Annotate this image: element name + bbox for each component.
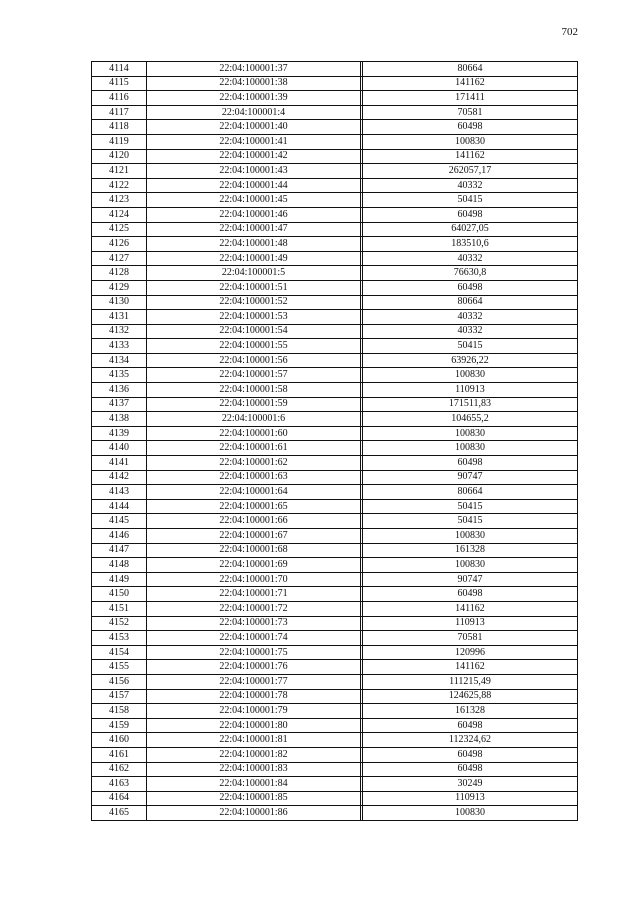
value-cell: 80664 xyxy=(363,62,578,77)
row-number-cell: 4154 xyxy=(92,645,147,660)
table-row xyxy=(92,791,578,806)
value-cell: 171411 xyxy=(363,91,578,106)
value-cell: 100830 xyxy=(363,426,578,441)
table-row xyxy=(92,704,578,719)
table-row xyxy=(92,543,578,558)
cadastral-number-cell: 22:04:100001:86 xyxy=(147,806,361,821)
value-cell: 40332 xyxy=(363,310,578,325)
table-row xyxy=(92,91,578,106)
row-number-cell: 4145 xyxy=(92,514,147,529)
cadastral-table xyxy=(91,61,578,821)
table-row xyxy=(92,76,578,91)
table-row xyxy=(92,689,578,704)
value-cell: 111215,49 xyxy=(363,674,578,689)
row-number-cell: 4136 xyxy=(92,383,147,398)
value-cell: 60498 xyxy=(363,456,578,471)
cadastral-number-cell: 22:04:100001:44 xyxy=(147,178,361,193)
row-number-cell: 4119 xyxy=(92,134,147,149)
value-cell: 100830 xyxy=(363,529,578,544)
value-cell: 70581 xyxy=(363,631,578,646)
table-row xyxy=(92,733,578,748)
row-number-cell: 4158 xyxy=(92,704,147,719)
table-row xyxy=(92,412,578,427)
row-number-cell: 4163 xyxy=(92,777,147,792)
cadastral-number-cell: 22:04:100001:81 xyxy=(147,733,361,748)
value-cell: 70581 xyxy=(363,105,578,120)
page-number: 702 xyxy=(561,26,578,38)
cadastral-number-cell: 22:04:100001:71 xyxy=(147,587,361,602)
cadastral-number-cell: 22:04:100001:66 xyxy=(147,514,361,529)
cadastral-table-body xyxy=(92,62,578,821)
table-row xyxy=(92,149,578,164)
cadastral-number-cell: 22:04:100001:58 xyxy=(147,383,361,398)
row-number-cell: 4127 xyxy=(92,251,147,266)
cadastral-number-cell: 22:04:100001:45 xyxy=(147,193,361,208)
cadastral-number-cell: 22:04:100001:75 xyxy=(147,645,361,660)
row-number-cell: 4122 xyxy=(92,178,147,193)
table-row xyxy=(92,631,578,646)
cadastral-number-cell: 22:04:100001:56 xyxy=(147,353,361,368)
row-number-cell: 4155 xyxy=(92,660,147,675)
row-number-cell: 4131 xyxy=(92,310,147,325)
table-row xyxy=(92,572,578,587)
value-cell: 104655,2 xyxy=(363,412,578,427)
row-number-cell: 4147 xyxy=(92,543,147,558)
row-number-cell: 4121 xyxy=(92,164,147,179)
row-number-cell: 4126 xyxy=(92,237,147,252)
table-row xyxy=(92,514,578,529)
table-row xyxy=(92,237,578,252)
table-row xyxy=(92,616,578,631)
table-row xyxy=(92,339,578,354)
table-row xyxy=(92,280,578,295)
row-number-cell: 4162 xyxy=(92,762,147,777)
row-number-cell: 4157 xyxy=(92,689,147,704)
value-cell: 60498 xyxy=(363,120,578,135)
cadastral-number-cell: 22:04:100001:55 xyxy=(147,339,361,354)
cadastral-number-cell: 22:04:100001:82 xyxy=(147,747,361,762)
row-number-cell: 4129 xyxy=(92,280,147,295)
value-cell: 80664 xyxy=(363,485,578,500)
cadastral-number-cell: 22:04:100001:38 xyxy=(147,76,361,91)
value-cell: 90747 xyxy=(363,470,578,485)
cadastral-number-cell: 22:04:100001:70 xyxy=(147,572,361,587)
table-row xyxy=(92,426,578,441)
cadastral-number-cell: 22:04:100001:68 xyxy=(147,543,361,558)
row-number-cell: 4135 xyxy=(92,368,147,383)
cadastral-number-cell: 22:04:100001:51 xyxy=(147,280,361,295)
value-cell: 161328 xyxy=(363,543,578,558)
table-row xyxy=(92,441,578,456)
value-cell: 60498 xyxy=(363,762,578,777)
row-number-cell: 4148 xyxy=(92,558,147,573)
value-cell: 40332 xyxy=(363,251,578,266)
value-cell: 120996 xyxy=(363,645,578,660)
cadastral-number-cell: 22:04:100001:53 xyxy=(147,310,361,325)
table-row xyxy=(92,718,578,733)
cadastral-number-cell: 22:04:100001:62 xyxy=(147,456,361,471)
value-cell: 112324,62 xyxy=(363,733,578,748)
table-row xyxy=(92,222,578,237)
table-row xyxy=(92,485,578,500)
row-number-cell: 4151 xyxy=(92,601,147,616)
row-number-cell: 4116 xyxy=(92,91,147,106)
table-row xyxy=(92,120,578,135)
cadastral-number-cell: 22:04:100001:72 xyxy=(147,601,361,616)
row-number-cell: 4150 xyxy=(92,587,147,602)
table-row xyxy=(92,558,578,573)
value-cell: 64027,05 xyxy=(363,222,578,237)
row-number-cell: 4128 xyxy=(92,266,147,281)
row-number-cell: 4164 xyxy=(92,791,147,806)
table-row xyxy=(92,806,578,821)
value-cell: 50415 xyxy=(363,339,578,354)
cadastral-number-cell: 22:04:100001:46 xyxy=(147,207,361,222)
table-row xyxy=(92,529,578,544)
value-cell: 141162 xyxy=(363,660,578,675)
value-cell: 63926,22 xyxy=(363,353,578,368)
value-cell: 40332 xyxy=(363,178,578,193)
value-cell: 40332 xyxy=(363,324,578,339)
row-number-cell: 4141 xyxy=(92,456,147,471)
value-cell: 80664 xyxy=(363,295,578,310)
row-number-cell: 4133 xyxy=(92,339,147,354)
value-cell: 171511,83 xyxy=(363,397,578,412)
table-row xyxy=(92,368,578,383)
table-row xyxy=(92,397,578,412)
row-number-cell: 4161 xyxy=(92,747,147,762)
row-number-cell: 4130 xyxy=(92,295,147,310)
value-cell: 90747 xyxy=(363,572,578,587)
table-row xyxy=(92,266,578,281)
cadastral-number-cell: 22:04:100001:61 xyxy=(147,441,361,456)
row-number-cell: 4143 xyxy=(92,485,147,500)
row-number-cell: 4124 xyxy=(92,207,147,222)
cadastral-number-cell: 22:04:100001:54 xyxy=(147,324,361,339)
value-cell: 30249 xyxy=(363,777,578,792)
row-number-cell: 4123 xyxy=(92,193,147,208)
row-number-cell: 4134 xyxy=(92,353,147,368)
row-number-cell: 4118 xyxy=(92,120,147,135)
cadastral-number-cell: 22:04:100001:57 xyxy=(147,368,361,383)
table-row xyxy=(92,777,578,792)
row-number-cell: 4146 xyxy=(92,529,147,544)
cadastral-number-cell: 22:04:100001:39 xyxy=(147,91,361,106)
cadastral-number-cell: 22:04:100001:42 xyxy=(147,149,361,164)
cadastral-number-cell: 22:04:100001:40 xyxy=(147,120,361,135)
value-cell: 60498 xyxy=(363,207,578,222)
value-cell: 262057,17 xyxy=(363,164,578,179)
row-number-cell: 4139 xyxy=(92,426,147,441)
row-number-cell: 4160 xyxy=(92,733,147,748)
cadastral-number-cell: 22:04:100001:37 xyxy=(147,62,361,77)
table-row xyxy=(92,324,578,339)
table-row xyxy=(92,178,578,193)
value-cell: 100830 xyxy=(363,806,578,821)
cadastral-number-cell: 22:04:100001:64 xyxy=(147,485,361,500)
cadastral-number-cell: 22:04:100001:85 xyxy=(147,791,361,806)
cadastral-number-cell: 22:04:100001:52 xyxy=(147,295,361,310)
row-number-cell: 4115 xyxy=(92,76,147,91)
cadastral-number-cell: 22:04:100001:49 xyxy=(147,251,361,266)
value-cell: 110913 xyxy=(363,616,578,631)
table-row xyxy=(92,207,578,222)
cadastral-number-cell: 22:04:100001:84 xyxy=(147,777,361,792)
cadastral-number-cell: 22:04:100001:76 xyxy=(147,660,361,675)
cadastral-number-cell: 22:04:100001:74 xyxy=(147,631,361,646)
cadastral-number-cell: 22:04:100001:63 xyxy=(147,470,361,485)
row-number-cell: 4156 xyxy=(92,674,147,689)
value-cell: 50415 xyxy=(363,499,578,514)
value-cell: 100830 xyxy=(363,134,578,149)
table-row xyxy=(92,645,578,660)
value-cell: 141162 xyxy=(363,76,578,91)
cadastral-number-cell: 22:04:100001:60 xyxy=(147,426,361,441)
table-row xyxy=(92,105,578,120)
cadastral-number-cell: 22:04:100001:73 xyxy=(147,616,361,631)
value-cell: 100830 xyxy=(363,558,578,573)
table-row xyxy=(92,134,578,149)
table-row xyxy=(92,499,578,514)
row-number-cell: 4117 xyxy=(92,105,147,120)
cadastral-number-cell: 22:04:100001:83 xyxy=(147,762,361,777)
value-cell: 60498 xyxy=(363,718,578,733)
row-number-cell: 4125 xyxy=(92,222,147,237)
row-number-cell: 4138 xyxy=(92,412,147,427)
cadastral-number-cell: 22:04:100001:4 xyxy=(147,105,361,120)
row-number-cell: 4132 xyxy=(92,324,147,339)
cadastral-number-cell: 22:04:100001:67 xyxy=(147,529,361,544)
row-number-cell: 4149 xyxy=(92,572,147,587)
row-number-cell: 4142 xyxy=(92,470,147,485)
cadastral-number-cell: 22:04:100001:43 xyxy=(147,164,361,179)
cadastral-number-cell: 22:04:100001:79 xyxy=(147,704,361,719)
table-row xyxy=(92,660,578,675)
value-cell: 161328 xyxy=(363,704,578,719)
value-cell: 60498 xyxy=(363,747,578,762)
value-cell: 100830 xyxy=(363,368,578,383)
row-number-cell: 4153 xyxy=(92,631,147,646)
table-row xyxy=(92,62,578,77)
table-row xyxy=(92,601,578,616)
row-number-cell: 4152 xyxy=(92,616,147,631)
value-cell: 183510,6 xyxy=(363,237,578,252)
value-cell: 60498 xyxy=(363,587,578,602)
row-number-cell: 4120 xyxy=(92,149,147,164)
value-cell: 110913 xyxy=(363,383,578,398)
cadastral-number-cell: 22:04:100001:48 xyxy=(147,237,361,252)
value-cell: 110913 xyxy=(363,791,578,806)
value-cell: 100830 xyxy=(363,441,578,456)
value-cell: 50415 xyxy=(363,193,578,208)
table-row xyxy=(92,674,578,689)
cadastral-number-cell: 22:04:100001:41 xyxy=(147,134,361,149)
value-cell: 50415 xyxy=(363,514,578,529)
row-number-cell: 4165 xyxy=(92,806,147,821)
table-row xyxy=(92,470,578,485)
table-row xyxy=(92,747,578,762)
table-row xyxy=(92,164,578,179)
value-cell: 124625,88 xyxy=(363,689,578,704)
cadastral-number-cell: 22:04:100001:47 xyxy=(147,222,361,237)
cadastral-number-cell: 22:04:100001:77 xyxy=(147,674,361,689)
cadastral-number-cell: 22:04:100001:5 xyxy=(147,266,361,281)
cadastral-number-cell: 22:04:100001:6 xyxy=(147,412,361,427)
row-number-cell: 4144 xyxy=(92,499,147,514)
value-cell: 76630,8 xyxy=(363,266,578,281)
table-row xyxy=(92,383,578,398)
table-row xyxy=(92,193,578,208)
value-cell: 141162 xyxy=(363,601,578,616)
row-number-cell: 4137 xyxy=(92,397,147,412)
cadastral-number-cell: 22:04:100001:65 xyxy=(147,499,361,514)
table-row xyxy=(92,762,578,777)
table-row xyxy=(92,295,578,310)
cadastral-number-cell: 22:04:100001:69 xyxy=(147,558,361,573)
table-row xyxy=(92,456,578,471)
table-row xyxy=(92,310,578,325)
row-number-cell: 4114 xyxy=(92,62,147,77)
value-cell: 60498 xyxy=(363,280,578,295)
row-number-cell: 4159 xyxy=(92,718,147,733)
table-row xyxy=(92,353,578,368)
cadastral-number-cell: 22:04:100001:80 xyxy=(147,718,361,733)
table-row xyxy=(92,251,578,266)
cadastral-number-cell: 22:04:100001:78 xyxy=(147,689,361,704)
value-cell: 141162 xyxy=(363,149,578,164)
row-number-cell: 4140 xyxy=(92,441,147,456)
cadastral-number-cell: 22:04:100001:59 xyxy=(147,397,361,412)
table-row xyxy=(92,587,578,602)
